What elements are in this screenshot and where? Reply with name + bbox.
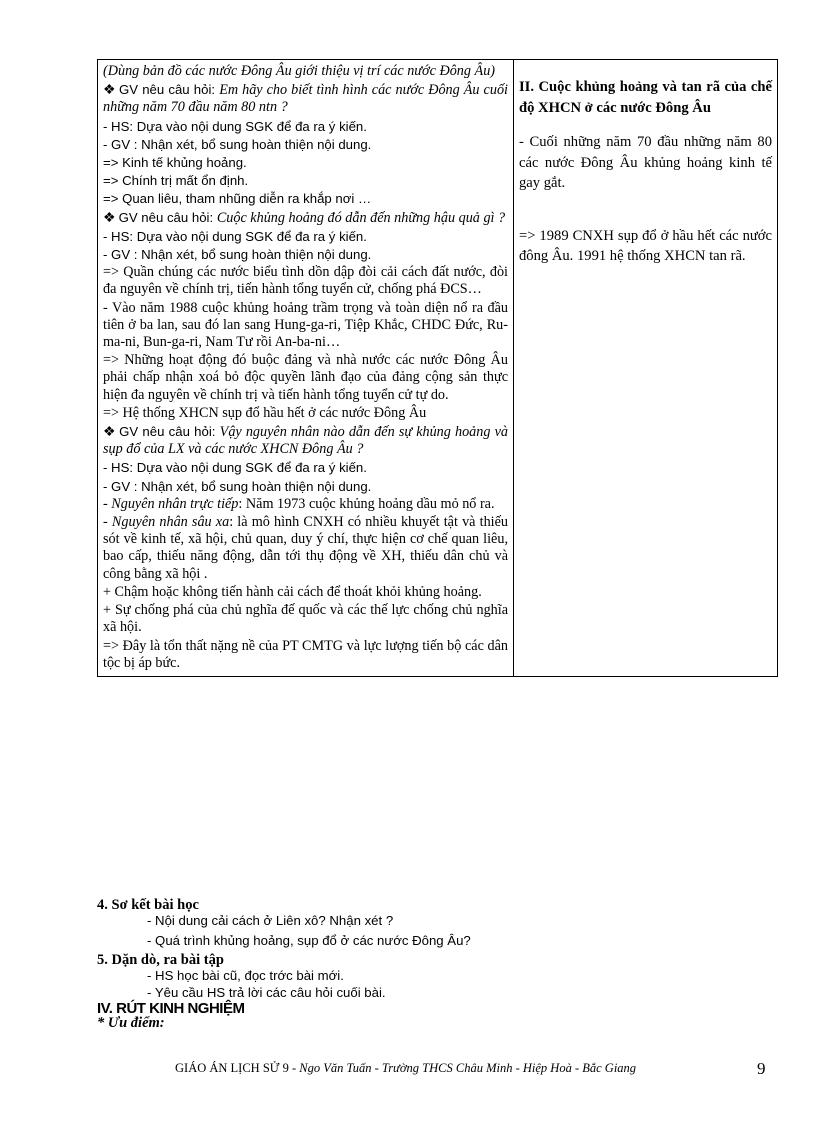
- content-paragraph: => Hệ thống XHCN sụp đổ hầu hết ở các nước Đông Âu: [103, 404, 427, 421]
- teacher-question: [103, 81, 508, 116]
- content-paragraph: => Quần chúng các nước biểu tình dồn dập đòi cải cách đất nước, đòi đa nguyên về chính trị, tiến hành tổng tuyển cử, chống phá ĐCS…: [103, 264, 508, 298]
- activity-line: - GV : Nhận xét, bổ sung hoàn thiện nội dung.: [103, 247, 372, 263]
- content-paragraph: + Chậm hoặc không tiến hành cải cách để thoát khỏi khủng hoảng.: [103, 583, 482, 600]
- question-text: Em hãy cho biết tình hình các nước Đông Âu cuối những năm 70 đầu năm 80 ntn ?: [103, 82, 508, 116]
- question-text: Cuộc khủng hoảng đó dẫn đến những hậu quả gì ?: [216, 209, 506, 226]
- activity-line: - GV : Nhận xét, bổ sung hoàn thiện nội dung.: [103, 136, 372, 152]
- content-paragraph: - Vào năm 1988 cuộc khủng hoảng trầm trọng và toàn diện nổ ra đầu tiên ở ba lan, sau đó lan sang Hung-ga-ri, Tiệp Khắc, CHDC Đức, Ru-ma-ni, Bun-ga-ri, Nam Tư rồi An-ba-ni…: [103, 299, 508, 351]
- page-number: 9: [757, 1059, 766, 1078]
- section-ii-title: II. Cuộc khủng hoảng và tan rã của chế độ XHCN ở các nước Đông Âu: [519, 79, 772, 116]
- cause-text: : Năm 1973 cuộc khủng hoảng dầu mỏ nổ ra.: [238, 495, 495, 512]
- lesson-table: [97, 59, 778, 677]
- map-instruction: (Dùng bản đồ các nước Đông Âu giới thiệu vị trí các nước Đông Âu): [103, 63, 496, 79]
- activity-line: => Quan liêu, tham nhũng diễn ra khắp nơi …: [103, 191, 372, 207]
- lesson-row: [98, 60, 778, 677]
- question-prefix: GV nêu câu hỏi:: [119, 82, 220, 98]
- advantages-label: * Ưu điểm:: [97, 1015, 165, 1031]
- section-ii-point-1: - Cuối những năm 70 đầu những năm 80 các nước Đông Âu khủng hoảng kinh tế gay gắt.: [519, 134, 772, 191]
- content-paragraph: => Những hoạt động đó buộc đảng và nhà nước các nước Đông Âu phải chấp nhận xoá bỏ độc quyền lãnh đạo của đảng cộng sản thực hiện đa nguyên về chính trị và tiến hành tổng tuyển cử tự do.: [103, 352, 508, 403]
- cause-paragraph: [103, 496, 508, 513]
- homework-item: - HS học bài cũ, đọc trớc bài mới.: [147, 968, 344, 983]
- activity-line: - HS: Dựa vào nội dung SGK để đa ra ý kiến.: [103, 118, 367, 134]
- diamond-bullet-icon: ❖: [103, 425, 117, 441]
- experience-heading: IV. RÚT KINH NGHIỆM: [97, 1000, 245, 1017]
- activity-line: - HS: Dựa vào nội dung SGK để đa ra ý kiến.: [103, 460, 367, 476]
- footer-prefix: GIÁO ÁN LỊCH SỬ 9 -: [175, 1061, 300, 1075]
- cause-paragraph: [103, 514, 508, 583]
- activity-line: - GV : Nhận xét, bổ sung hoàn thiện nội dung.: [103, 478, 372, 494]
- question-prefix: GV nêu câu hỏi:: [119, 424, 220, 440]
- activity-line: - HS: Dựa vào nội dung SGK để đa ra ý kiến.: [103, 228, 367, 244]
- diamond-bullet-icon: ❖: [103, 210, 116, 226]
- summary-heading: 4. Sơ kết bài học: [97, 897, 199, 913]
- content-column: [514, 60, 778, 677]
- activity-line: => Kinh tế khủng hoảng.: [103, 155, 247, 171]
- homework-section: [97, 952, 386, 1001]
- summary-item: - Quá trình khủng hoảng, sụp đổ ở các nước Đông Âu?: [147, 932, 471, 948]
- diamond-bullet-icon: ❖: [103, 83, 117, 99]
- teacher-question: [103, 423, 508, 458]
- cause-label: - Nguyên nhân sâu xa: [103, 514, 230, 531]
- cause-label: - Nguyên nhân trực tiếp: [103, 495, 239, 512]
- activity-line: => Chính trị mất ổn định.: [103, 173, 249, 189]
- activities-column: [98, 60, 514, 677]
- page-footer: [175, 1061, 636, 1076]
- section-ii-point-2: => 1989 CNXH sụp đổ ở hầu hết các nước đông Âu. 1991 hệ thống XHCN tan rã.: [519, 227, 772, 264]
- cause-text: : là mô hình CNXH có nhiều khuyết tật và thiếu sót về kinh tế, xã hội, chủ quan, duy ý chí, thực hiện cơ chế quan liêu, bao cấp, thiếu năng động, dẫn tới thụ động về XH, thiếu dân chủ và công bằng xã hội .: [103, 514, 508, 582]
- teacher-question: [103, 209, 508, 227]
- question-text: Vậy nguyên nhân nào dẫn đến sự khủng hoảng và sụp đổ của LX và các nước XHCN Đông Âu ?: [103, 424, 508, 458]
- footer-author: Ngo Văn Tuấn - Trường THCS Châu Minh - Hiệp Hoà - Bắc Giang: [299, 1061, 637, 1075]
- content-paragraph: => Đây là tổn thất nặng nề của PT CMTG và lực lượng tiến bộ các dân tộc bị áp bức.: [103, 637, 508, 671]
- question-prefix: GV nêu câu hỏi:: [118, 209, 217, 225]
- homework-item: - Yêu cầu HS trả lời các câu hỏi cuối bài.: [147, 984, 386, 1000]
- summary-section: [97, 897, 471, 949]
- homework-heading: 5. Dặn dò, ra bài tập: [97, 952, 224, 968]
- content-paragraph: + Sự chống phá của chủ nghĩa đế quốc và các thế lực chống chủ nghĩa xã hội.: [103, 602, 508, 636]
- summary-item: - Nội dung cải cách ở Liên xô? Nhận xét ?: [147, 913, 394, 928]
